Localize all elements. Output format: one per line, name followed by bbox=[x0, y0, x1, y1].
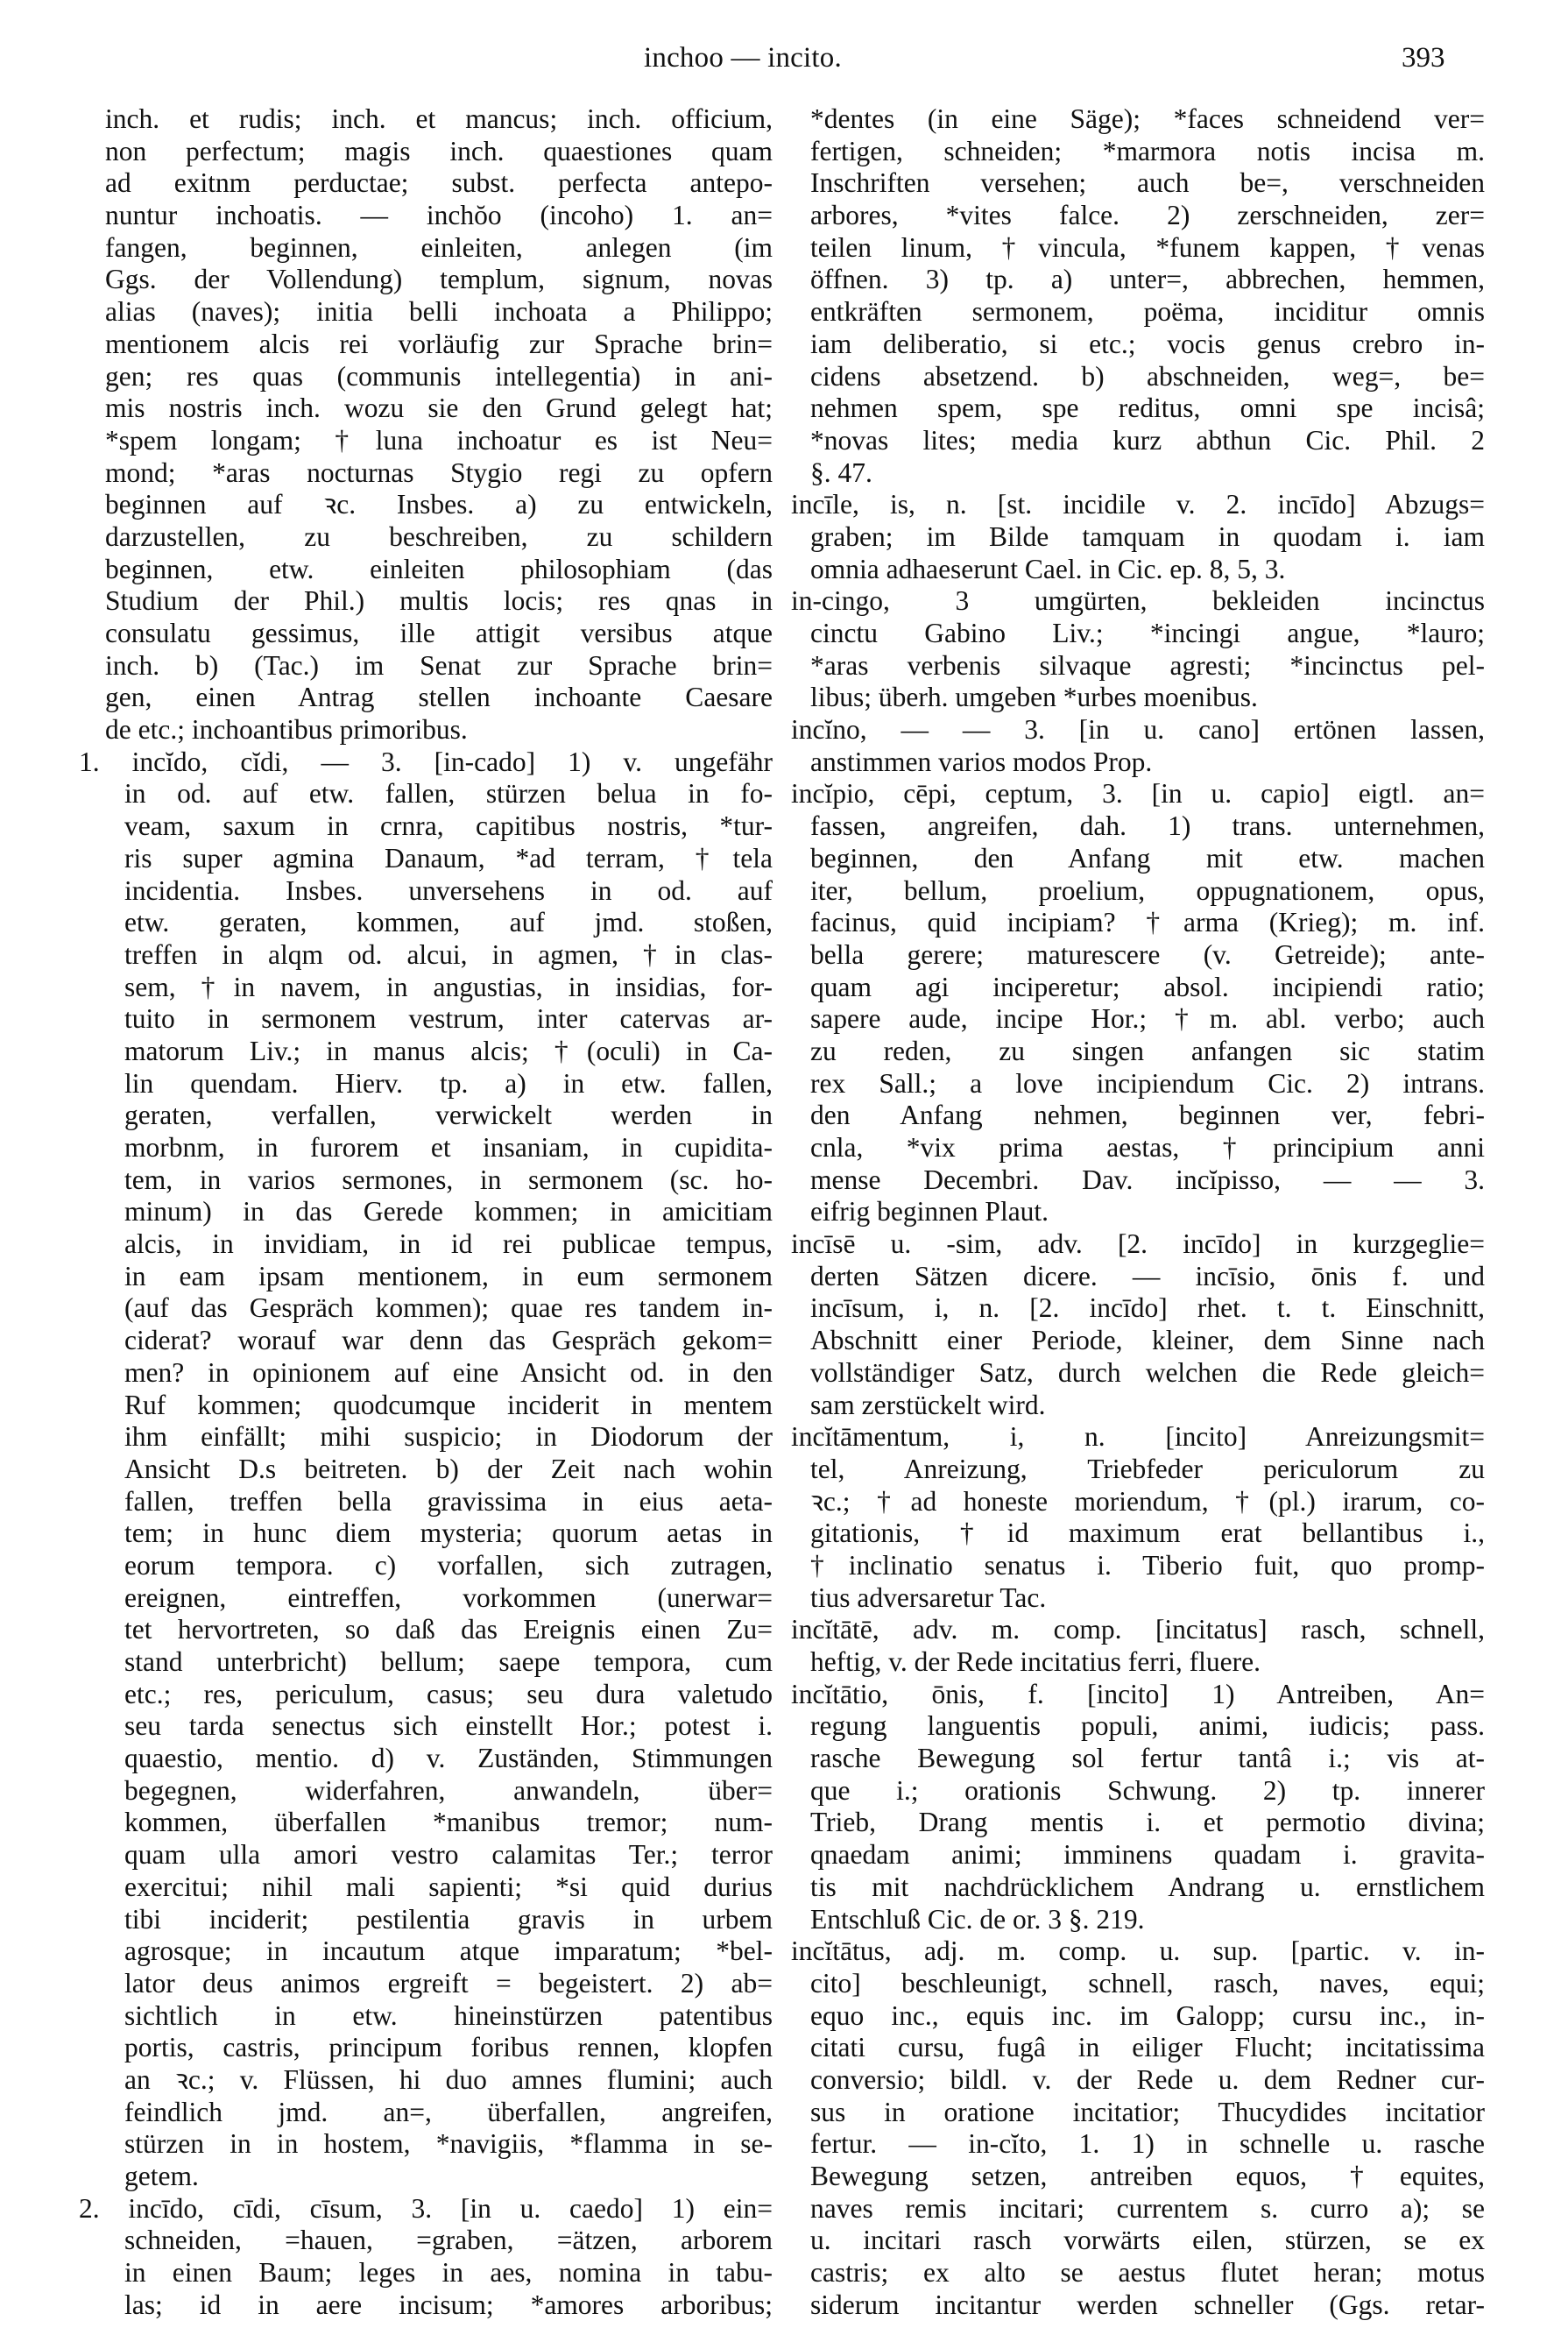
text-line: ris super agmina Danaum, *ad terram, †tela bbox=[124, 842, 773, 874]
text-line: sichtlich in etw. hineinstürzen patentibus bbox=[124, 1999, 773, 2031]
text-line: alias (naves); initia belli inchoata a Philippo; bbox=[105, 296, 773, 328]
text-line: iter, bellum, proelium, oppugnationem, opus, bbox=[810, 874, 1485, 906]
text-line: rasche Bewegung sol fertur tantâ i.; vis at- bbox=[810, 1743, 1485, 1774]
text-line: siderum incitantur werden schneller (Ggs. retar- bbox=[810, 2289, 1485, 2320]
text-line: in einen Baum; leges in aes, nomina in tabu- bbox=[124, 2257, 773, 2289]
text-line: fallen, treffen bella gravissima in eius aeta- bbox=[124, 1485, 773, 1517]
text-line: ihm einfällt; mihi suspicio; in Diodorum der bbox=[124, 1421, 773, 1453]
text-line: incĭtātē, adv. m. comp. [incitatus] rasch, schnell, bbox=[791, 1614, 1485, 1645]
text-line: quaestio, mentio. d) v. Zuständen, Stimmungen bbox=[124, 1743, 773, 1774]
text-line: tibi inciderit; pestilentia gravis in urbem bbox=[124, 1903, 773, 1935]
text-line: an ꝛc.; v. Flüssen, hi duo amnes flumini; auch bbox=[124, 2063, 773, 2095]
text-line: ꝛc.; †ad honeste moriendum, †(pl.) irarum, co- bbox=[810, 1485, 1485, 1517]
text-line: que i.; orationis Schwung. 2) tp. innerer bbox=[810, 1774, 1485, 1806]
text-line: incĭtāmentum, i, n. [incito] Anreizungsmit= bbox=[791, 1421, 1485, 1453]
text-line: *novas lites; media kurz abthun Cic. Phil. 2 bbox=[810, 424, 1485, 456]
text-line: agrosque; in incautum atque imparatum; *bel- bbox=[124, 1935, 773, 1967]
text-line: mentionem alcis rei vorläufig zur Sprache brin= bbox=[105, 328, 773, 359]
page-number: 393 bbox=[1402, 42, 1445, 74]
text-line: veam, saxum in crnra, capitibus nostris, *tur- bbox=[124, 810, 773, 842]
text-line: morbnm, in furorem et insaniam, in cupidita- bbox=[124, 1132, 773, 1163]
text-line: inch. b) (Tac.) im Senat zur Sprache brin= bbox=[105, 649, 773, 681]
text-line: *aras verbenis silvaque agresti; *incinctus pel- bbox=[810, 649, 1485, 681]
text-line: nuntur inchoatis. — inchŏo (incoho) 1. an= bbox=[105, 200, 773, 231]
text-line: in-cingo, 3 umgürten, bekleiden incinctus bbox=[791, 585, 1485, 617]
text-line: incīle, is, n. [st. incidile v. 2. incīdo] Abzugs= bbox=[791, 489, 1485, 520]
text-line: begegnen, widerfahren, anwandeln, über= bbox=[124, 1774, 773, 1806]
text-line: anstimmen varios modos Prop. bbox=[810, 746, 1153, 777]
text-line: u. incitari rasch vorwärts eilen, stürzen, se ex bbox=[810, 2225, 1485, 2256]
text-line: lin quendam. Hierv. tp. a) in etw. fallen, bbox=[124, 1067, 773, 1099]
text-line: Ggs. der Vollendung) templum, signum, novas bbox=[105, 264, 773, 295]
text-line: fangen, beginnen, einleiten, anlegen (im bbox=[105, 231, 773, 263]
text-line: incĭtātus, adj. m. comp. u. sup. [partic. v. in- bbox=[791, 1935, 1485, 1967]
text-line: arbores, *vites falce. 2) zerschneiden, zer= bbox=[810, 200, 1485, 231]
text-line: *dentes (in eine Säge); *faces schneidend ver= bbox=[810, 103, 1485, 134]
text-line: tis mit nachdrücklichem Andrang u. ernstlichem bbox=[810, 1871, 1485, 1902]
text-line: fertur. — in-cĭto, 1. 1) in schnelle u. rasche bbox=[810, 2128, 1485, 2160]
text-line: heftig, v. der Rede incitatius ferri, fluere. bbox=[810, 1646, 1261, 1677]
text-line: *spem longam; †luna inchoatur es ist Neu= bbox=[105, 424, 773, 456]
text-line: gen; res quas (communis intellegentia) in ani- bbox=[105, 360, 773, 392]
text-line: incĭno, — — 3. [in u. cano] ertönen lassen, bbox=[791, 714, 1485, 746]
text-line: Trieb, Drang mentis i. et permotio divina; bbox=[810, 1807, 1485, 1838]
text-line: §. 47. bbox=[810, 456, 872, 488]
text-line: geraten, verfallen, verwickelt werden in bbox=[124, 1100, 773, 1131]
text-line: citati cursu, fugâ in eiliger Flucht; incitatissima bbox=[810, 2032, 1485, 2063]
text-line: Entschluß Cic. de or. 3 §. 219. bbox=[810, 1903, 1145, 1935]
text-line: cito] beschleunigt, schnell, rasch, naves, equi; bbox=[810, 1967, 1485, 1999]
text-line: sam zerstückelt wird. bbox=[810, 1389, 1046, 1420]
text-line: Ansicht D.s beitreten. b) der Zeit nach wohin bbox=[124, 1453, 773, 1484]
text-line: etc.; res, periculum, casus; seu dura valetudo bbox=[124, 1678, 773, 1709]
text-line: beginnen, etw. einleiten philosophiam (das bbox=[105, 553, 773, 584]
text-line: in od. auf etw. fallen, stürzen belua in fo- bbox=[124, 778, 773, 810]
text-line: sem, †in navem, in angustias, in insidias, for- bbox=[124, 971, 773, 1002]
text-line: consulatu gessimus, ille attigit versibus atque bbox=[105, 618, 773, 648]
text-line: in eam ipsam mentionem, in eum sermonem bbox=[124, 1260, 773, 1291]
text-line: nehmen spem, spe reditus, omni spe incisâ; bbox=[810, 393, 1485, 424]
text-line: tet hervortreten, so daß das Ereignis einen Zu= bbox=[124, 1614, 773, 1645]
text-line: darzustellen, zu beschreiben, zu schildern bbox=[105, 520, 773, 552]
text-line: eifrig beginnen Plaut. bbox=[810, 1196, 1049, 1228]
text-line: teilen linum, †vincula, *funem kappen, †venas bbox=[810, 231, 1485, 263]
text-line: facinus, quid incipiam? †arma (Krieg); m. inf. bbox=[810, 907, 1485, 938]
text-line: derten Sätzen dicere. — incīsio, ōnis f. und bbox=[810, 1260, 1485, 1291]
text-line: incīsum, i, n. [2. incīdo] rhet. t. t. Einschnitt, bbox=[810, 1292, 1485, 1324]
text-line: incīsē u. -sim, adv. [2. incīdo] in kurzgeglie= bbox=[791, 1228, 1485, 1260]
text-line: qnaedam animi; imminens quadam i. gravita- bbox=[810, 1839, 1485, 1871]
text-line: iam deliberatio, si etc.; vocis genus crebro in- bbox=[810, 328, 1485, 359]
text-line: 1. incĭdo, cĭdi, — 3. [in-cado] 1) v. ungefähr bbox=[79, 746, 773, 777]
text-line: non perfectum; magis inch. quaestiones quam bbox=[105, 135, 773, 166]
text-line: exercitui; nihil mali sapienti; *si quid durius bbox=[124, 1871, 773, 1902]
text-line: cinctu Gabino Liv.; *incingi angue, *lauro; bbox=[810, 618, 1485, 648]
left-column bbox=[79, 103, 773, 2321]
text-line: Bewegung setzen, antreiben equos, †equites, bbox=[810, 2161, 1485, 2191]
text-line: tuito in sermonem vestrum, inter catervas ar- bbox=[124, 1003, 773, 1035]
text-line: zu reden, zu singen anfangen sic statim bbox=[810, 1035, 1485, 1066]
right-column bbox=[791, 103, 1485, 2321]
text-line: cnla, *vix prima aestas, †principium anni bbox=[810, 1132, 1485, 1163]
text-line: lator deus animos ergreift = begeistert. 2) ab= bbox=[124, 1967, 773, 1999]
text-line: gen, einen Antrag stellen inchoante Caesare bbox=[105, 682, 773, 713]
text-line: regung languentis populi, animi, iudicis; pass. bbox=[810, 1710, 1485, 1742]
text-line: incĭpio, cēpi, ceptum, 3. [in u. capio] eigtl. an= bbox=[791, 778, 1485, 810]
text-line: de etc.; inchoantibus primoribus. bbox=[105, 714, 468, 746]
text-line: treffen in alqm od. alcui, in agmen, †in clas- bbox=[124, 938, 773, 970]
text-line: tius adversaretur Tac. bbox=[810, 1581, 1047, 1613]
text-line: entkräften sermonem, poëma, inciditur omnis bbox=[810, 296, 1485, 328]
text-line: alcis, in invidiam, in id rei publicae tempus, bbox=[124, 1228, 773, 1260]
text-line: beginnen, den Anfang mit etw. machen bbox=[810, 842, 1485, 874]
text-line: quam ulla amori vestro calamitas Ter.; terror bbox=[124, 1839, 773, 1871]
text-line: men? in opinionem auf eine Ansicht od. in den bbox=[124, 1356, 773, 1388]
text-line: mis nostris inch. wozu sie den Grund gelegt hat; bbox=[105, 393, 773, 424]
text-line: ciderat? worauf war denn das Gespräch gekom= bbox=[124, 1325, 773, 1356]
text-line: ereignen, eintreffen, vorkommen (unerwar= bbox=[124, 1581, 773, 1613]
text-line: feindlich jmd. an=, überfallen, angreifen, bbox=[124, 2096, 773, 2127]
text-line: den Anfang nehmen, beginnen ver, febri- bbox=[810, 1100, 1485, 1131]
text-line: fassen, angreifen, dah. 1) trans. unternehmen, bbox=[810, 810, 1485, 842]
text-line: bella gerere; maturescere (v. Getreide); ante- bbox=[810, 938, 1485, 970]
text-line: equo inc., equis inc. im Galopp; cursu inc., in- bbox=[810, 1999, 1485, 2031]
text-line: Studium der Phil.) multis locis; res qnas in bbox=[105, 585, 773, 617]
text-line: castris; ex alto se aestus flutet heran; motus bbox=[810, 2257, 1485, 2289]
text-line: rex Sall.; a love incipiendum Cic. 2) intrans. bbox=[810, 1067, 1485, 1099]
text-line: las; id in aere incisum; *amores arboribus; bbox=[124, 2289, 773, 2320]
text-line: inch. et rudis; inch. et mancus; inch. officium, bbox=[105, 103, 773, 134]
text-line: fertigen, schneiden; *marmora notis incisa m. bbox=[810, 135, 1485, 166]
text-line: sapere aude, incipe Hor.; †m. abl. verbo; auch bbox=[810, 1003, 1485, 1035]
text-line: (auf das Gespräch kommen); quae res tandem in- bbox=[124, 1292, 773, 1324]
text-line: incidentia. Insbes. unversehens in od. auf bbox=[124, 874, 773, 906]
text-line: mense Decembri. Dav. incĭpisso, — — 3. bbox=[810, 1164, 1485, 1195]
text-line: getem. bbox=[124, 2161, 199, 2191]
text-line: Ruf kommen; quodcumque inciderit in mentem bbox=[124, 1389, 773, 1420]
text-line: seu tarda senectus sich einstellt Hor.; potest i. bbox=[124, 1710, 773, 1742]
text-line: tel, Anreizung, Triebfeder periculorum zu bbox=[810, 1453, 1485, 1484]
text-line: ad exitnm perductae; subst. perfecta antepo- bbox=[105, 167, 773, 199]
text-line: incĭtātio, ōnis, f. [incito] 1) Antreiben, An= bbox=[791, 1678, 1485, 1709]
text-line: tem; in hunc diem mysteria; quorum aetas in bbox=[124, 1518, 773, 1549]
text-line: etw. geraten, kommen, auf jmd. stoßen, bbox=[124, 907, 773, 938]
text-line: gitationis, †id maximum erat bellantibus i., bbox=[810, 1518, 1485, 1549]
text-line: conversio; bildl. v. der Rede u. dem Redner cur- bbox=[810, 2063, 1485, 2095]
text-line: †inclinatio senatus i. Tiberio fuit, quo promp- bbox=[810, 1549, 1485, 1581]
text-line: stand unterbricht) bellum; saepe tempora, cum bbox=[124, 1646, 773, 1677]
text-line: minum) in das Gerede kommen; in amicitiam bbox=[124, 1196, 773, 1228]
text-line: 2. incīdo, cīdi, cīsum, 3. [in u. caedo] 1) ein= bbox=[79, 2192, 773, 2224]
text-line: cidens absetzend. b) abschneiden, weg=, be= bbox=[810, 360, 1485, 392]
text-line: libus; überh. umgeben *urbes moenibus. bbox=[810, 682, 1258, 713]
text-line: stürzen in in hostem, *navigiis, *flamma in se- bbox=[124, 2128, 773, 2160]
text-line: schneiden, =hauen, =graben, =ätzen, arborem bbox=[124, 2225, 773, 2256]
text-line: sus in oratione incitatior; Thucydides incitatior bbox=[810, 2096, 1485, 2127]
page-header bbox=[0, 37, 1568, 81]
running-head: inchoo — incito. bbox=[644, 42, 842, 74]
text-line: vollständiger Satz, durch welchen die Rede gleich= bbox=[810, 1356, 1485, 1388]
text-line: matorum Liv.; in manus alcis; †(oculi) in Ca- bbox=[124, 1035, 773, 1066]
text-line: öffnen. 3) tp. a) unter=, abbrechen, hemmen, bbox=[810, 264, 1485, 295]
text-line: beginnen auf ꝛc. Insbes. a) zu entwickeln, bbox=[105, 489, 773, 520]
text-line: naves remis incitari; currentem s. curro a); se bbox=[810, 2192, 1485, 2224]
text-line: Abschnitt einer Periode, kleiner, dem Sinne nach bbox=[810, 1325, 1485, 1356]
text-line: portis, castris, principum foribus rennen, klopfen bbox=[124, 2032, 773, 2063]
text-line: omnia adhaeserunt Cael. in Cic. ep. 8, 5, 3. bbox=[810, 553, 1286, 584]
text-line: Inschriften versehen; auch be=, verschneiden bbox=[810, 167, 1485, 199]
text-line: mond; *aras nocturnas Stygio regi zu opfern bbox=[105, 456, 773, 488]
text-line: quam agi inciperetur; absol. incipiendi ratio; bbox=[810, 971, 1485, 1002]
text-line: eorum tempora. c) vorfallen, sich zutragen, bbox=[124, 1549, 773, 1581]
text-line: graben; im Bilde tamquam in quodam i. iam bbox=[810, 520, 1485, 552]
text-line: tem, in varios sermones, in sermonem (sc. ho- bbox=[124, 1164, 773, 1195]
text-line: kommen, überfallen *manibus tremor; num- bbox=[124, 1807, 773, 1838]
